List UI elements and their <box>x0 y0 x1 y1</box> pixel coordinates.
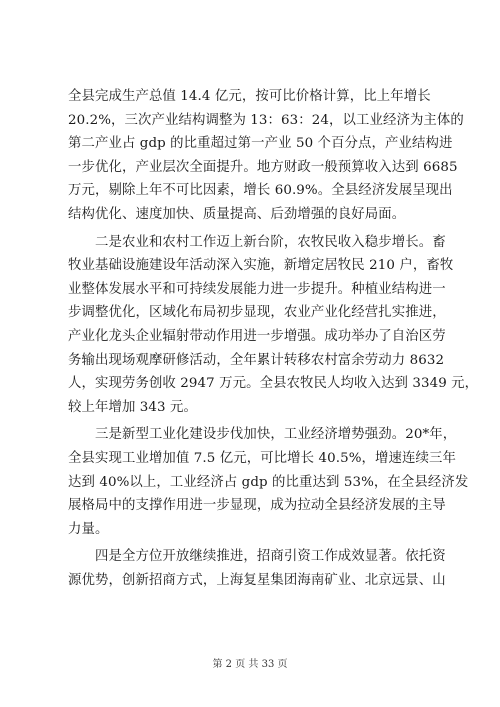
text-line: 务输出现场观摩研修活动，全年累计转移农村富余劳动力 8632 <box>68 352 445 368</box>
text-line: 源优势，创新招商方式，上海复星集团海南矿业、北京远景、山 <box>68 572 446 588</box>
text-line: 二是农业和农村工作迈上新台阶，农牧民收入稳步增长。畜 <box>68 234 446 250</box>
text-line: 人，实现劳务创收 2947 万元。全县农牧民人均收入达到 3349 元， <box>68 376 479 392</box>
text-line: 较上年增加 343 元。 <box>68 399 198 415</box>
text-line: 达到 40%以上，工业经济占 gdp 的比重达到 53%，在全县经济发 <box>68 474 469 490</box>
text-line: 三是新型工业化建设步伐加快，工业经济增势强劲。20*年， <box>68 427 457 443</box>
text-line: 力量。 <box>68 521 109 537</box>
text-line: 万元，剔除上年不可比因素，增长 60.9%。全县经济发展呈现出 <box>68 183 453 199</box>
text-line: 结构优化、速度加快、质量提高、后劲增强的良好局面。 <box>68 206 406 222</box>
text-line: 一步优化，产业层次全面提升。地方财政一般预算收入达到 6685 <box>68 159 458 175</box>
paragraph-2 <box>68 231 479 420</box>
text-line: 20.2%，三次产业结构调整为 13：63：24，以工业经济为主体的 <box>68 112 464 128</box>
text-line: 业整体发展水平和可持续发展能力进一步提升。种植业结构进一 <box>68 281 446 297</box>
page-body <box>68 85 479 592</box>
text-line: 第二产业占 gdp 的比重超过第一产业 50 个百分点，产业结构进 <box>68 136 453 152</box>
paragraph-3 <box>68 423 469 541</box>
text-line: 产业化龙头企业辐射带动作用进一步增强。成功举办了自治区劳 <box>68 328 446 344</box>
text-line: 展格局中的支撑作用进一步显现，成为拉动全县经济发展的主导 <box>68 498 446 514</box>
paragraph-1 <box>68 85 464 227</box>
page-footer: 第 2 页 共 33 页 <box>212 659 288 670</box>
text-line: 全县完成生产总值 14.4 亿元，按可比价格计算，比上年增长 <box>68 89 431 104</box>
text-line: 全县实现工业增加值 7.5 亿元，可比增长 40.5%，增速连续三年 <box>68 450 456 466</box>
paragraph-4 <box>68 545 446 592</box>
text-line: 四是全方位开放继续推进，招商引资工作成效显著。依托资 <box>68 549 446 565</box>
text-line: 步调整优化，区域化布局初步显现，农业产业化经营扎实推进， <box>68 305 446 321</box>
text-line: 牧业基础设施建设年活动深入实施，新增定居牧民 210 户，畜牧 <box>68 258 454 274</box>
